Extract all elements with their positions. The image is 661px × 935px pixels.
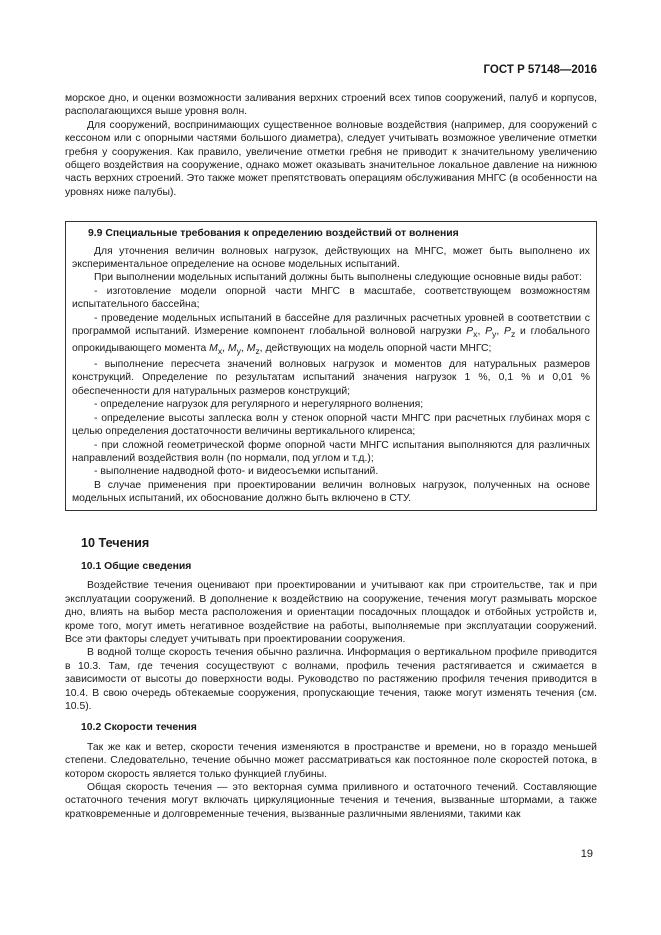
paragraph: Общая скорость течения — это векторная сумма приливного и остаточного течений. Составляющие остаточного течения могут включать циркуляционные течения и течения, вызванные штормами, а также кратковременные и долговременные течения, вызванные различными явлениями, такими как — [65, 782, 597, 820]
paragraph: Воздействие течения оценивают при проектировании и учитывают как при строительстве, так и при эксплуатации сооружений. В дополнение к воздействию на сооружение, течения могут размывать морское дно, влиять на выбор места расположения и ориентации посадочных площадок и отбойных устройств и, кроме того, могут иметь негативное воздействие на работы, выполняемые при эксплуатации сооружений. Все эти факторы следует учитывать при проектировании сооружения. — [65, 580, 597, 645]
list-item-text: и глобального опрокидывающего момента — [72, 326, 590, 354]
document-id: ГОСТ Р 57148—2016 — [483, 64, 597, 76]
list-item: - определение высоты заплеска волн у стенок опорной части МНГС при расчетных глубинах моря с целью определения достаточности величины вертикального клиренса; — [72, 412, 590, 438]
paragraph: При выполнении модельных испытаний должны быть выполнены следующие основные виды работ: — [94, 272, 582, 284]
section-9-9-box — [65, 221, 597, 510]
section-heading: 9.9 Специальные требования к определению воздействий от волнения — [88, 228, 459, 240]
list-item: - определение нагрузок для регулярного и нерегулярного волнения; — [94, 399, 424, 411]
symbol: P — [466, 326, 474, 338]
symbol: M — [246, 342, 256, 354]
paragraph: В случае применения при проектировании величин волновых нагрузок, полученных на основе модельных испытаний, их обоснование должно быть включено в СТУ. — [72, 479, 590, 505]
symbol: P — [504, 326, 511, 338]
list-item: - изготовление модели опорной части МНГС в масштабе, соответствующем возможностям испытательного бассейна; — [72, 285, 590, 311]
list-item-text: , действующих на модель опорной части МНГС; — [259, 342, 492, 354]
page-number: 19 — [580, 848, 593, 860]
list-item: - при сложной геометрической форме опорной части МНГС испытания выполняются для различных направлений воздействия волн (по нормали, под углом и т.д.); — [72, 439, 590, 464]
symbol: P — [485, 326, 493, 338]
subsection-title: 10.2 Скорости течения — [81, 722, 197, 734]
page-content — [65, 92, 597, 821]
paragraph: Для уточнения величин волновых нагрузок, действующих на МНГС, может быть выполнено их экспериментальное определение на основе модельных испытаний. — [72, 245, 590, 271]
subscript: x — [217, 345, 223, 356]
subscript: y — [236, 345, 241, 356]
list-item: - выполнение пересчета значений волновых нагрузок и моментов для натуральных размеров конструкций. Определение по результатам испытаний значения нагрузок 1 %, 0,1 % и 0,01 % обеспеченности для натуральных размеров конструкций; — [72, 359, 590, 397]
list-item-text: - проведение модельных испытаний в бассейне для различных расчетных уровней в соответствии с программой испытаний. Измерение компонент глобальной волновой нагрузки — [72, 312, 590, 338]
symbol: M — [227, 342, 237, 354]
paragraph: Так же как и ветер, скорости течения изменяются в пространстве и времени, но в гораздо меньшей степени. Следовательно, течение обычно может рассматриваться как постоянное поле скоростей потока, в котором скорость является только функцией глубины. — [65, 741, 597, 780]
paragraph: В водной толще скорость течения обычно различна. Информация о вертикальном профиле приводится в 10.3. Там, где течения сосуществуют с волнами, профиль течения растягивается и сжимается в зависимости от высоты до поверхности воды. Руководство по растяжению профиля течения приводится в 10.4. В свою очередь обтекаемые сооружения, пропускающие течения, также могут изменять течения (см. 10.5). — [65, 647, 597, 712]
subsection-title: 10.1 Общие сведения — [81, 560, 192, 572]
subscript: x — [473, 329, 478, 340]
subscript: z — [510, 329, 516, 340]
subscript: y — [492, 329, 497, 340]
paragraph: морское дно, и оценки возможности заливания верхних строений всех типов сооружений, палуб и корпусов, располагающихся выше уровня волн. — [65, 93, 597, 118]
list-item: - проведение модельных испытаний в бассейне для различных расчетных уровней в соответствии с программой испытаний. Измерение компонент глобальной волновой нагрузки $P_x$, $P_y$, $P_z$ и глобального опрокидывающего момента $M_x$, $M_y$, $M_z$, действующих на модель опорной части МНГС; — [72, 312, 590, 356]
list-item: - выполнение надводной фото- и видеосъемки испытаний. — [94, 466, 379, 478]
subscript: z — [255, 345, 260, 356]
section-title: 10 Течения — [81, 535, 150, 550]
paragraph: Для сооружений, воспринимающих существенное волновые воздействия (например, для сооружений с кессоном или с опорными частями большого диаметра), следует учитывать возможное увеличение отметки гребня у сооружения. Как правило, увеличение отметки гребня не приводит к значительному увеличению общего воздействия на сооружение, однако может оказывать значительное локальное давление на нижнюю часть верхних строений. Это также может препятствовать операциям обслуживания МНГС (в особенности на уровнях ниже палубы). — [65, 119, 597, 198]
symbol: M — [209, 342, 218, 354]
